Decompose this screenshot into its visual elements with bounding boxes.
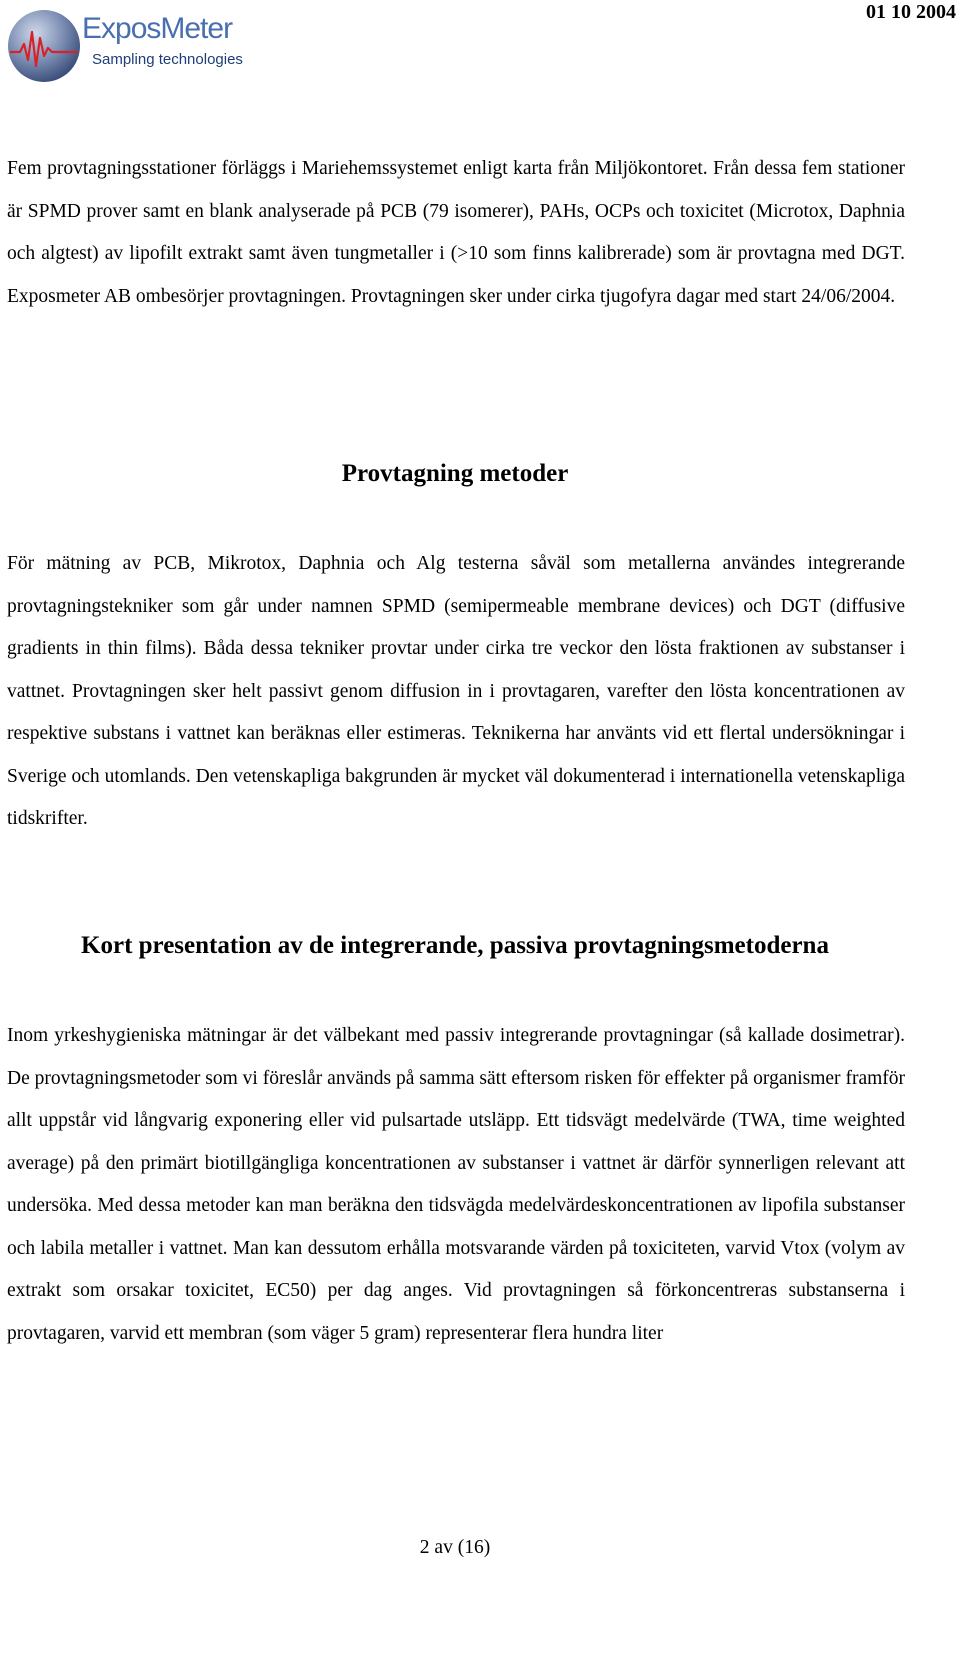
- intro-paragraph: Fem provtagningsstationer förläggs i Mariehemssystemet enligt karta från Miljökontoret. Från dessa fem stationer är SPMD prover samt en blank analyserade på PCB (79 isomerer), PAHs, OCPs och toxicitet (Microtox, Daphnia och algtest) av lipofilt extrakt samt även tungmetaller i (>10 som finns kalibrerade) som är provtagna med DGT. Exposmeter AB ombesörjer provtagningen. Provtagningen sker under cirka tjugofyra dagar med start 24/06/2004.: [7, 158, 905, 307]
- logo-globe-icon: [6, 8, 82, 84]
- presentation-paragraph: Inom yrkeshygieniska mätningar är det välbekant med passiv integrerande provtagningar (så kallade dosimetrar). De provtagningsmetoder som vi föreslår används på samma sätt eftersom risken för effekter på organismer framför allt uppstår vid långvarig exponering eller vid pulsartade utsläpp. Ett tidsvägt medelvärde (TWA, time weighted average) på den primärt biotillgängliga koncentrationen av substanser i vattnet är därför synnerligen relevant att undersöka. Med dessa metoder kan man beräkna den tidsvägda medelvärdeskoncentrationen av lipofila substanser och labila metaller i vattnet. Man kan dessutom erhålla motsvarande värden på toxiciteten, varvid Vtox (volym av extrakt som orsakar toxicitet, EC50) per dag anges. Vid provtagningen så förkoncentreras substanserna i provtagaren, varvid ett membran (som väger 5 gram) representerar flera hundra liter: [7, 1025, 905, 1344]
- methods-paragraph: För mätning av PCB, Mikrotox, Daphnia och Alg testerna såväl som metallerna användes integrerande provtagningstekniker som går under namnen SPMD (semipermeable membrane devices) och DGT (diffusive gradients in thin films). Båda dessa tekniker provtar under cirka tre veckor den lösta fraktionen av substanser i vattnet. Provtagningen sker helt passivt genom diffusion in i provtagaren, varefter den lösta koncentrationen av respektive substans i vattnet kan beräknas eller estimeras. Teknikerna har använts vid ett flertal undersökningar i Sverige och utomlands. Den vetenskapliga bakgrunden är mycket väl dokumenterad i internationella vetenskapliga tidskrifter.: [7, 553, 905, 829]
- logo-tagline: Sampling technologies: [92, 51, 243, 68]
- section-heading-methods: Provtagning metoder: [341, 460, 569, 487]
- logo-name: ExposMeter: [82, 12, 233, 45]
- section-heading-presentation: Kort presentation av de integrerande, passiva provtagningsmetoderna: [81, 932, 829, 959]
- document-date: 01 10 2004: [866, 1, 956, 23]
- exposmeter-logo: [6, 6, 266, 86]
- page-number: 2 av (16): [419, 1537, 491, 1558]
